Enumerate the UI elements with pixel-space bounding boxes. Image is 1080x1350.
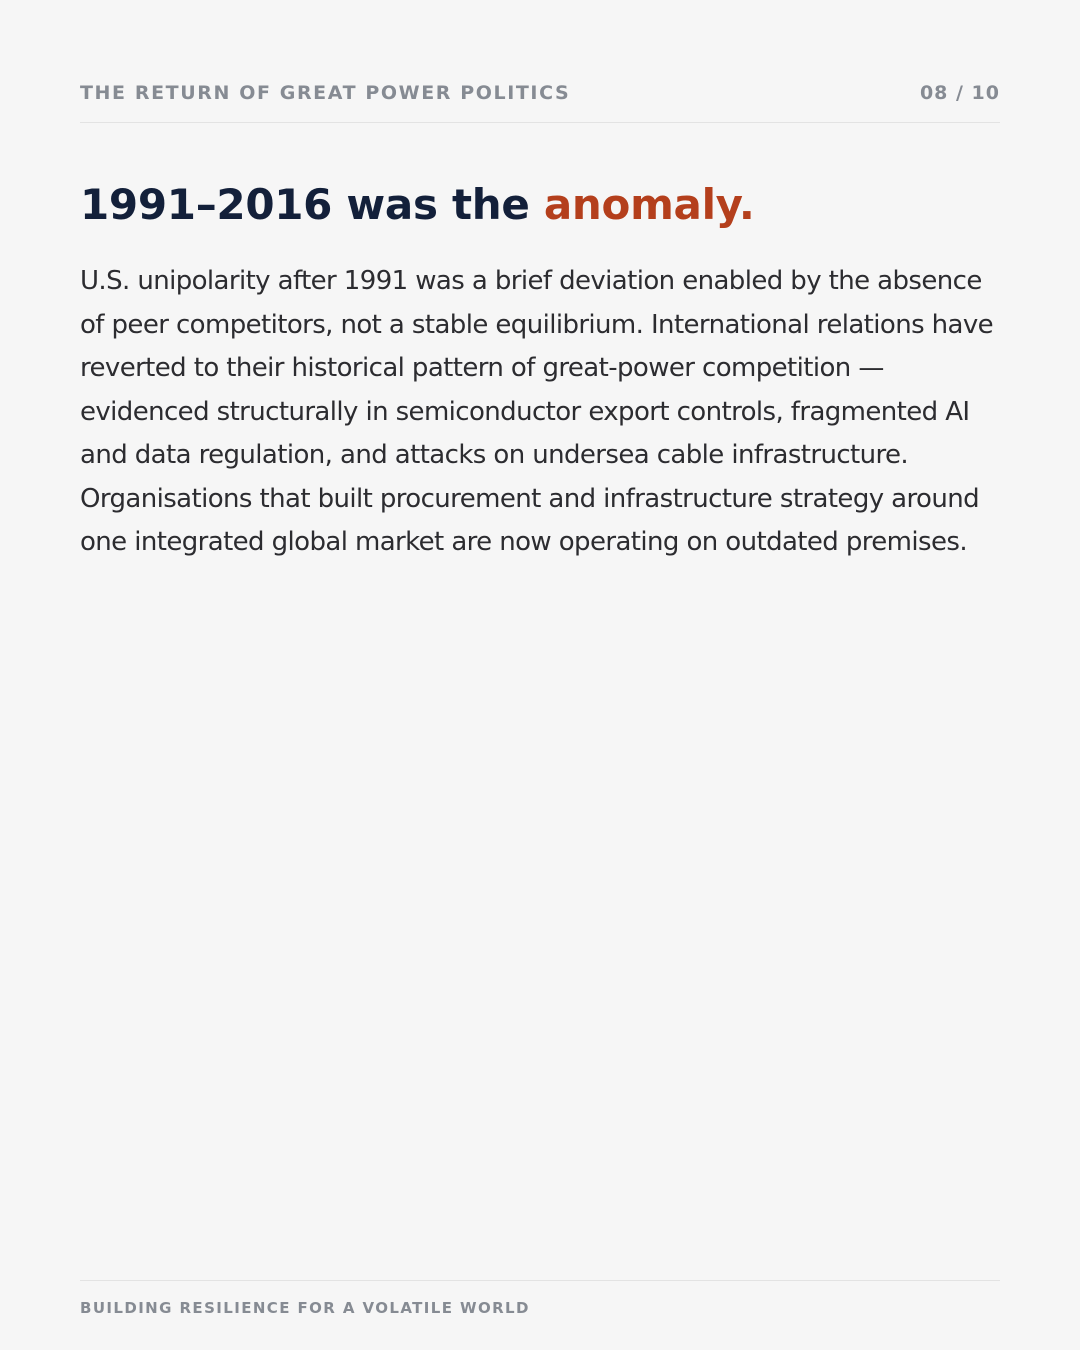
page-counter: 08 / 10 <box>919 82 1000 104</box>
slide-footer <box>80 1280 1000 1318</box>
slide-header <box>80 80 1000 123</box>
body-paragraph: U.S. unipolarity after 1991 was a brief deviation enabled by the absence of peer competitors, not a stable equilibrium. International relations have reverted to their historical pattern of great-power competition — evidenced structurally in semiconductor export controls, fragmented AI and data regulation, and attacks on undersea cable infrastructure. Organisations that built procurement and infrastructure strategy around one integrated global market are now operating on outdated premises. <box>80 266 994 557</box>
section-label: THE RETURN OF GREAT POWER POLITICS <box>80 82 571 104</box>
headline <box>80 176 755 234</box>
footer-label: BUILDING RESILIENCE FOR A VOLATILE WORLD <box>80 1299 530 1317</box>
headline-accent: anomaly. <box>543 180 755 229</box>
headline-text: 1991–2016 was the <box>80 180 544 229</box>
